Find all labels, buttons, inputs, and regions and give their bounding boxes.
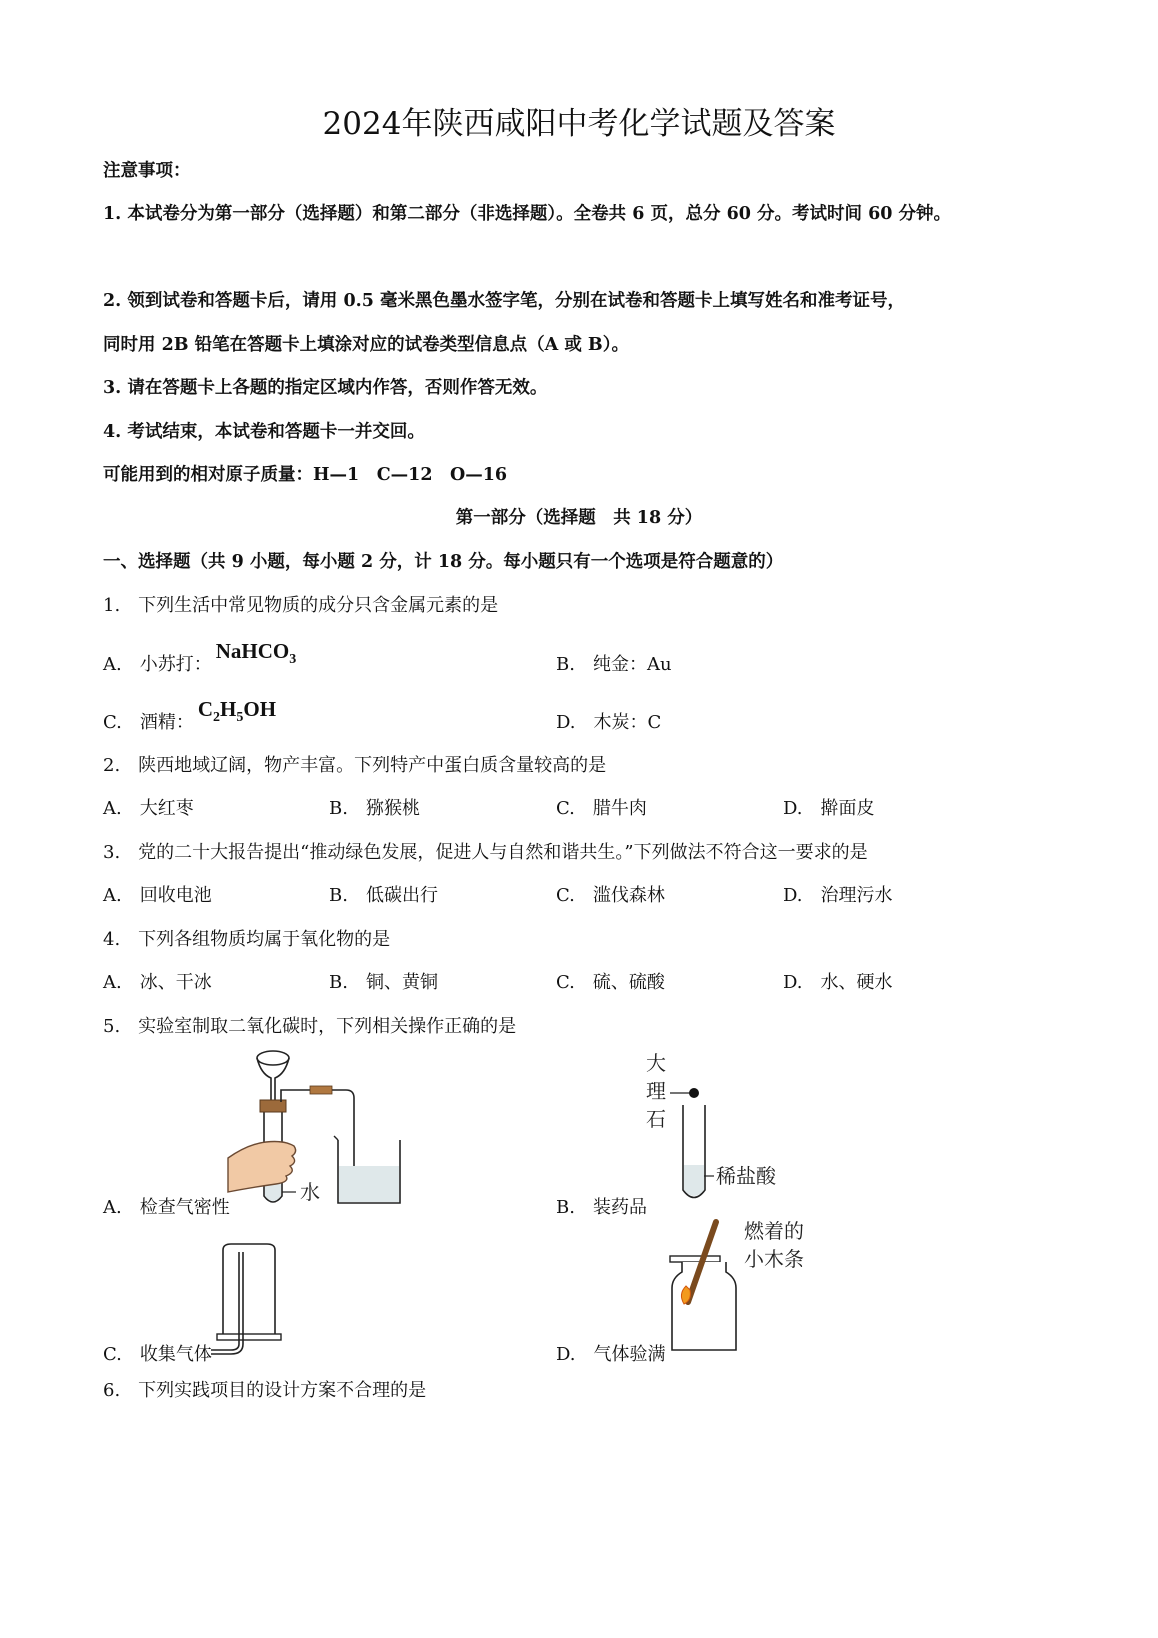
part1-heading: 第一部分（选择题 共 18 分） <box>455 508 703 528</box>
q1-option-a-label: A. 小苏打： <box>103 654 212 675</box>
notice-heading: 注意事项： <box>103 161 191 181</box>
q5-option-b: B. 装药品 <box>556 1197 647 1218</box>
question-6-stem: 6. 下列实践项目的设计方案不合理的是 <box>103 1380 427 1401</box>
notice-item-4: 4. 考试结束，本试卷和答题卡一并交回。 <box>103 422 425 442</box>
notice-item-2-cont: 同时用 2B 铅笔在答题卡上填涂对应的试卷类型信息点（A 或 B）。 <box>103 335 629 355</box>
question-3-stem: 3. 党的二十大报告提出“推动绿色发展，促进人与自然和谐共生。”下列做法不符合这一要求的是 <box>103 842 868 863</box>
notice-item-3: 3. 请在答题卡上各题的指定区域内作答，否则作答无效。 <box>103 378 548 398</box>
q2-option-d: D. 擀面皮 <box>783 798 875 819</box>
section-heading: 一、选择题（共 9 小题，每小题 2 分，计 18 分。每小题只有一个选项是符合题意的） <box>103 552 784 572</box>
gas-bottle-d <box>672 1262 736 1350</box>
gas-bottle <box>223 1244 275 1336</box>
q4-option-a: A. 冰、干冰 <box>103 972 212 993</box>
q5-option-d: D. 气体验满 <box>556 1344 666 1365</box>
water-label: 水 <box>300 1180 320 1204</box>
q3-option-b: B. 低碳出行 <box>329 885 438 906</box>
formula-c2h5oh <box>197 697 277 726</box>
beaker-lip <box>334 1136 338 1140</box>
funnel-rim <box>257 1051 289 1065</box>
figure-gas-verify-full <box>662 1214 822 1364</box>
formula-sub: 2 <box>213 710 221 726</box>
formula-sub: 5 <box>236 710 244 726</box>
marble-label-2: 理 <box>646 1079 666 1103</box>
q1-option-b: B. 纯金：Au <box>556 654 672 675</box>
figure-gas-collection <box>205 1240 295 1370</box>
question-4-stem: 4. 下列各组物质均属于氧化物的是 <box>103 929 391 950</box>
q2-option-a: A. 大红枣 <box>103 798 194 819</box>
q1-option-d: D. 木炭：C <box>556 712 662 733</box>
q5-option-c: C. 收集气体 <box>103 1344 212 1365</box>
notice-item-2: 2. 领到试卷和答题卡后，请用 0.5 毫米黑色墨水签字笔，分别在试卷和答题卡上填写姓名和准考证号， <box>103 291 905 311</box>
formula-part: H <box>220 697 237 721</box>
q4-option-b: B. 铜、黄铜 <box>329 972 438 993</box>
acid-label: 稀盐酸 <box>716 1164 776 1188</box>
stopper <box>260 1100 286 1112</box>
beaker-water <box>339 1166 399 1202</box>
q1-option-a <box>103 639 297 680</box>
q3-option-a: A. 回收电池 <box>103 885 212 906</box>
stick-label-2: 小木条 <box>744 1247 804 1271</box>
formula-sub: 3 <box>289 652 297 668</box>
hand <box>228 1142 296 1193</box>
atomic-mass-line: 可能用到的相对原子质量：H—1 C—12 O—16 <box>103 465 508 485</box>
figure-airtightness-check <box>228 1048 408 1218</box>
q4-option-d: D. 水、硬水 <box>783 972 893 993</box>
q5-option-a: A. 检查气密性 <box>103 1197 230 1218</box>
glass-plate-d <box>670 1256 720 1262</box>
formula-main: NaHCO <box>215 639 290 663</box>
notice-item-1: 1. 本试卷分为第一部分（选择题）和第二部分（非选择题）。全卷共 6 页，总分 60 分。考试时间 60 分钟。 <box>103 204 952 224</box>
marble-label-1: 大 <box>646 1051 666 1075</box>
q2-option-b: B. 猕猴桃 <box>329 798 420 819</box>
q3-option-c: C. 滥伐森林 <box>556 885 665 906</box>
q1-option-c-label: C. 酒精： <box>103 712 194 733</box>
question-1-stem: 1. 下列生活中常见物质的成分只含金属元素的是 <box>103 595 499 616</box>
figure-loading-reagent <box>640 1050 800 1210</box>
formula-part: C <box>197 697 214 721</box>
rubber-connector <box>310 1086 332 1094</box>
stick-label-1: 燃着的 <box>744 1219 804 1243</box>
page-title: 2024年陕西咸阳中考化学试题及答案 <box>322 106 836 142</box>
q2-option-c: C. 腊牛肉 <box>556 798 647 819</box>
q3-option-d: D. 治理污水 <box>783 885 893 906</box>
glass-plate <box>217 1334 281 1340</box>
marble-piece <box>689 1088 699 1098</box>
question-5-stem: 5. 实验室制取二氧化碳时，下列相关操作正确的是 <box>103 1016 517 1037</box>
formula-nahco3 <box>215 639 297 668</box>
acid-liquid <box>684 1165 704 1196</box>
question-2-stem: 2. 陕西地域辽阔，物产丰富。下列特产中蛋白质含量较高的是 <box>103 755 607 776</box>
formula-part: OH <box>243 697 277 721</box>
marble-label-3: 石 <box>646 1107 666 1131</box>
q1-option-c <box>103 697 277 738</box>
q4-option-c: C. 硫、硫酸 <box>556 972 665 993</box>
